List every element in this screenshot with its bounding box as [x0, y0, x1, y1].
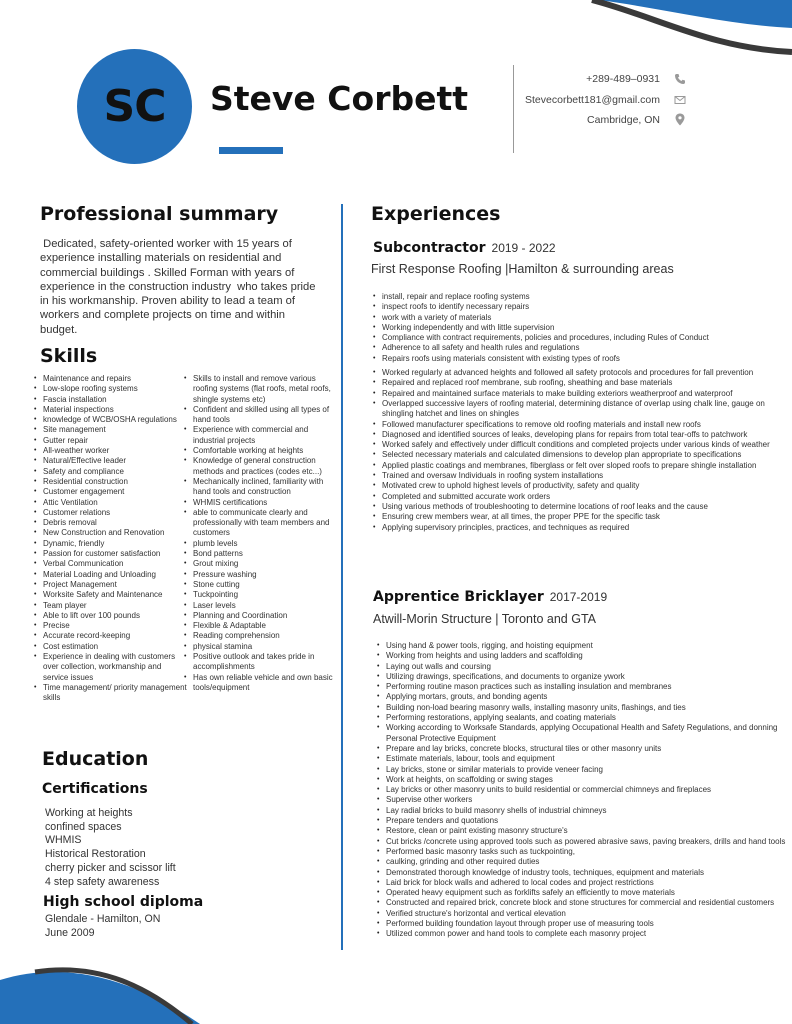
list-item: • Experience with commercial and industrial projects — [193, 425, 333, 446]
job-2-title-line — [373, 589, 607, 605]
contact-phone[interactable]: +289-489–0931 — [586, 73, 660, 85]
list-item: • Experience in dealing with customers over collection, workmanship and service issues — [43, 652, 188, 683]
list-item: • Supervise other workers — [386, 795, 791, 805]
list-item: • Repaired and maintained surface materials to make building exteriors weatherproof and waterproof — [382, 389, 787, 399]
list-item: • Able to lift over 100 pounds — [43, 611, 188, 621]
list-item: • Performing restorations, applying sealants, and coating materials — [386, 713, 791, 723]
list-item: • Material inspections — [43, 405, 188, 415]
list-item: • Working from heights and using ladders and scaffolding — [386, 651, 791, 661]
job-2-duties — [376, 641, 791, 940]
list-item: • Constructed and repaired brick, concrete block and stone structures for commercial and residential customers — [386, 898, 791, 908]
list-item: • Mechanically inclined, familiarity with hand tools and construction — [193, 477, 333, 498]
list-item: • Customer relations — [43, 508, 188, 518]
list-item: • Time management/ priority management skills — [43, 683, 188, 704]
list-item: • Restore, clean or paint existing masonry structure's — [386, 826, 791, 836]
list-item: • Building non-load bearing masonry walls, installing masonry units, flashings, and ties — [386, 703, 791, 713]
list-item: • Positive outlook and takes pride in accomplishments — [193, 652, 333, 673]
list-item: • Laid brick for block walls and adhered to local codes and project restrictions — [386, 878, 791, 888]
list-item: • Using various methods of troubleshooting to determine locations of roof leaks and the cause — [382, 502, 787, 512]
list-item: • WHMIS certifications — [193, 498, 333, 508]
list-item: • Gutter repair — [43, 436, 188, 446]
list-item: • All-weather worker — [43, 446, 188, 456]
monogram-avatar — [77, 49, 192, 164]
job-1-dates: 2019 - 2022 — [491, 241, 556, 255]
list-item: • Material Loading and Unloading — [43, 570, 188, 580]
list-item: • Performed building foundation layout through proper use of measuring tools — [386, 919, 791, 929]
list-item: • Overlapped successive layers of roofing material, determining distance of overlap using chalk line, gauge on shingling hatchet and lines on shingles — [382, 399, 787, 420]
column-divider — [341, 204, 343, 950]
list-item: • Knowledge of general construction methods and practices (codes etc...) — [193, 456, 333, 477]
list-item: • Utilizing drawings, specifications, and documents to organize ywork — [386, 672, 791, 682]
list-item: • Dynamic, friendly — [43, 539, 188, 549]
list-item: • Cut bricks /concrete using approved tools such as powered abrasive saws, paving breakers, drills and hand tools — [386, 837, 791, 847]
list-item: WHMIS — [45, 834, 82, 847]
list-item: • Working independently and with little supervision — [382, 323, 787, 333]
certifications-list — [45, 807, 176, 889]
list-item: • Diagnosed and identified sources of leaks, developing plans for repairs from total tear-offs to patchwork — [382, 430, 787, 440]
skills-list-right — [183, 374, 333, 693]
list-item: • Applied plastic coatings and membranes, fiberglass or felt over sloped roofs to prepare shingle installation — [382, 461, 787, 471]
list-item: • Worksite Safety and Maintenance — [43, 590, 188, 600]
job-1-company: First Response Roofing |Hamilton & surrounding areas — [371, 262, 674, 276]
list-item: cherry picker and scissor lift — [45, 861, 176, 874]
contact-location: Cambridge, ON — [587, 114, 660, 126]
bottom-left-swoosh-decoration — [0, 958, 200, 1024]
list-item: • Project Management — [43, 580, 188, 590]
list-item: • Confident and skilled using all types of hand tools — [193, 405, 333, 426]
list-item: • Lay bricks, stone or similar materials to provide veneer facing — [386, 765, 791, 775]
list-item: • Applying mortars, grouts, and bonding agents — [386, 692, 791, 702]
job-2-dates: 2017-2019 — [549, 590, 608, 604]
list-item: • Pressure washing — [193, 570, 333, 580]
list-item: • Grout mixing — [193, 559, 333, 569]
list-item: • Ensuring crew members wear, at all times, the proper PPE for the specific task — [382, 512, 787, 522]
diploma-school: Glendale - Hamilton, ON — [45, 913, 161, 925]
list-item: • Laying out walls and coursing — [386, 662, 791, 672]
list-item: • Maintenance and repairs — [43, 374, 188, 384]
list-item: • Passion for customer satisfaction — [43, 549, 188, 559]
list-item: • Laser levels — [193, 601, 333, 611]
list-item: • Motivated crew to uphold highest levels of productivity, safety and quality — [382, 481, 787, 491]
list-item: • Followed manufacturer specifications to remove old roofing materials and install new roofs — [382, 420, 787, 430]
list-item: • inspect roofs to identify necessary repairs — [382, 302, 787, 312]
list-item: • Lay bricks or other masonry units to build residential or commercial chimneys and fireplaces — [386, 785, 791, 795]
list-item: • Natural/Effective leader — [43, 456, 188, 466]
list-item: • Comfortable working at heights — [193, 446, 333, 456]
name-underline — [219, 147, 283, 154]
phone-icon — [674, 73, 686, 85]
diploma-details — [45, 913, 160, 940]
list-item: • Demonstrated thorough knowledge of industry tools, techniques, equipment and materials — [386, 868, 791, 878]
location-pin-icon — [674, 113, 686, 126]
list-item: • Customer engagement — [43, 487, 188, 497]
list-item: • Prepare and lay bricks, concrete blocks, structural tiles or other masonry units — [386, 744, 791, 754]
list-item: Historical Restoration — [45, 848, 146, 861]
list-item: • Working according to Worksafe Standards, applying Occupational Health and Safety Regulations, and donning Personal Protective Equipment — [386, 723, 791, 744]
list-item: • Skills to install and remove various roofing systems (flat roofs, metal roofs, shingle systems etc) — [193, 374, 333, 405]
list-item: • caulking, grinding and other required duties — [386, 857, 791, 867]
summary-text: Dedicated, safety-oriented worker with 15 years of experience installing materials on residential and commercial buildings . Skilled Forman with years of experience in the construction industry who takes pride in his workmanship. Proven ability to lead a team of workers and complete projects on time and within budget. — [40, 238, 319, 336]
list-item: • Performing routine mason practices such as installing insulation and membranes — [386, 682, 791, 692]
list-item: • Prepare tenders and quotations — [386, 816, 791, 826]
list-item: • knowledge of WCB/OSHA regulations — [43, 415, 188, 425]
list-item: Working at heights — [45, 807, 133, 819]
list-item: • able to communicate clearly and professionally with team members and customers — [193, 508, 333, 539]
list-item: • Fascia installation — [43, 395, 188, 405]
summary-heading: Professional summary — [40, 203, 279, 225]
list-item: • Worked safely and effectively under difficult conditions and completed projects under various kinds of weather — [382, 440, 787, 450]
list-item: 4 step safety awareness — [45, 875, 160, 888]
list-item: • plumb levels — [193, 539, 333, 549]
list-item: • Bond patterns — [193, 549, 333, 559]
top-right-swoosh-decoration — [560, 0, 792, 62]
list-item: • Estimate materials, labour, tools and equipment — [386, 754, 791, 764]
list-item: • Precise — [43, 621, 188, 631]
list-item: • Using hand & power tools, rigging, and hoisting equipment — [386, 641, 791, 651]
list-item: • Site management — [43, 425, 188, 435]
job-1-duties — [372, 292, 787, 533]
list-item: • Planning and Coordination — [193, 611, 333, 621]
list-item: • Applying supervisory principles, practices, and techniques as required — [382, 523, 787, 533]
list-item: • Reading comprehension — [193, 631, 333, 641]
diploma-date: June 2009 — [45, 926, 95, 939]
job-1-title-line — [373, 240, 556, 256]
list-item: • Accurate record-keeping — [43, 631, 188, 641]
list-item: • Verbal Communication — [43, 559, 188, 569]
list-item: • Completed and submitted accurate work orders — [382, 492, 787, 502]
list-item: • Tuckpointing — [193, 590, 333, 600]
contact-email[interactable]: Stevecorbett181@gmail.com — [525, 94, 660, 106]
list-item: • Residential construction — [43, 477, 188, 487]
job-2-title: Apprentice Bricklayer — [373, 589, 544, 605]
list-item: • Worked regularly at advanced heights and followed all safety protocols and procedures for fall prevention — [382, 368, 787, 378]
list-item: • Cost estimation — [43, 642, 188, 652]
list-item: • Low-slope roofing systems — [43, 384, 188, 394]
header-divider — [513, 65, 514, 153]
list-item: • Performed basic masonry tasks such as tuckpointing, — [386, 847, 791, 857]
candidate-name: Steve Corbett — [210, 79, 469, 118]
list-item: • Flexible & Adaptable — [193, 621, 333, 631]
experiences-heading: Experiences — [371, 203, 501, 225]
list-item: • Work at heights, on scaffolding or swing stages — [386, 775, 791, 785]
diploma-heading: High school diploma — [43, 894, 204, 910]
list-item: • Lay radial bricks to build masonry shells of industrial chimneys — [386, 806, 791, 816]
list-item: • Repairs roofs using materials consistent with existing types of roofs — [382, 354, 787, 364]
list-item: • Utilized common power and hand tools to complete each masonry project — [386, 929, 791, 939]
list-item: • Repaired and replaced roof membrane, sub roofing, sheathing and base materials — [382, 378, 787, 388]
list-item: • Team player — [43, 601, 188, 611]
list-item: • Stone cutting — [193, 580, 333, 590]
monogram-initials: SC — [103, 81, 166, 132]
job-2-company: Atwill-Morin Structure | Toronto and GTA — [373, 612, 597, 626]
list-item: • physical stamina — [193, 642, 333, 652]
list-item: • work with a variety of materials — [382, 313, 787, 323]
list-item: • Debris removal — [43, 518, 188, 528]
list-item: • Selected necessary materials and calculated dimensions to develop plan appropriate to specifications — [382, 450, 787, 460]
certifications-heading: Certifications — [42, 781, 148, 797]
list-item: • Verified structure's horizontal and vertical elevation — [386, 909, 791, 919]
list-item: • Trained and oversaw Individuals in roofing system installations — [382, 471, 787, 481]
list-item: • Has own reliable vehicle and own basic tools/equipment — [193, 673, 333, 694]
list-item: • Attic Ventilation — [43, 498, 188, 508]
list-item: confined spaces — [45, 820, 122, 833]
list-item: • Operated heavy equipment such as forklifts safely an efficiently to move materials — [386, 888, 791, 898]
education-heading: Education — [42, 748, 149, 770]
list-item: • Safety and compliance — [43, 467, 188, 477]
list-item: • Adherence to all safety and health rules and regulations — [382, 343, 787, 353]
list-item: • Compliance with contract requirements, policies and procedures, including Rules of Conduct — [382, 333, 787, 343]
job-1-title: Subcontractor — [373, 240, 486, 256]
list-item: • New Construction and Renovation — [43, 528, 188, 538]
list-item: • install, repair and replace roofing systems — [382, 292, 787, 302]
mail-icon — [674, 94, 686, 106]
skills-heading: Skills — [40, 345, 98, 367]
skills-list-left — [33, 374, 188, 704]
